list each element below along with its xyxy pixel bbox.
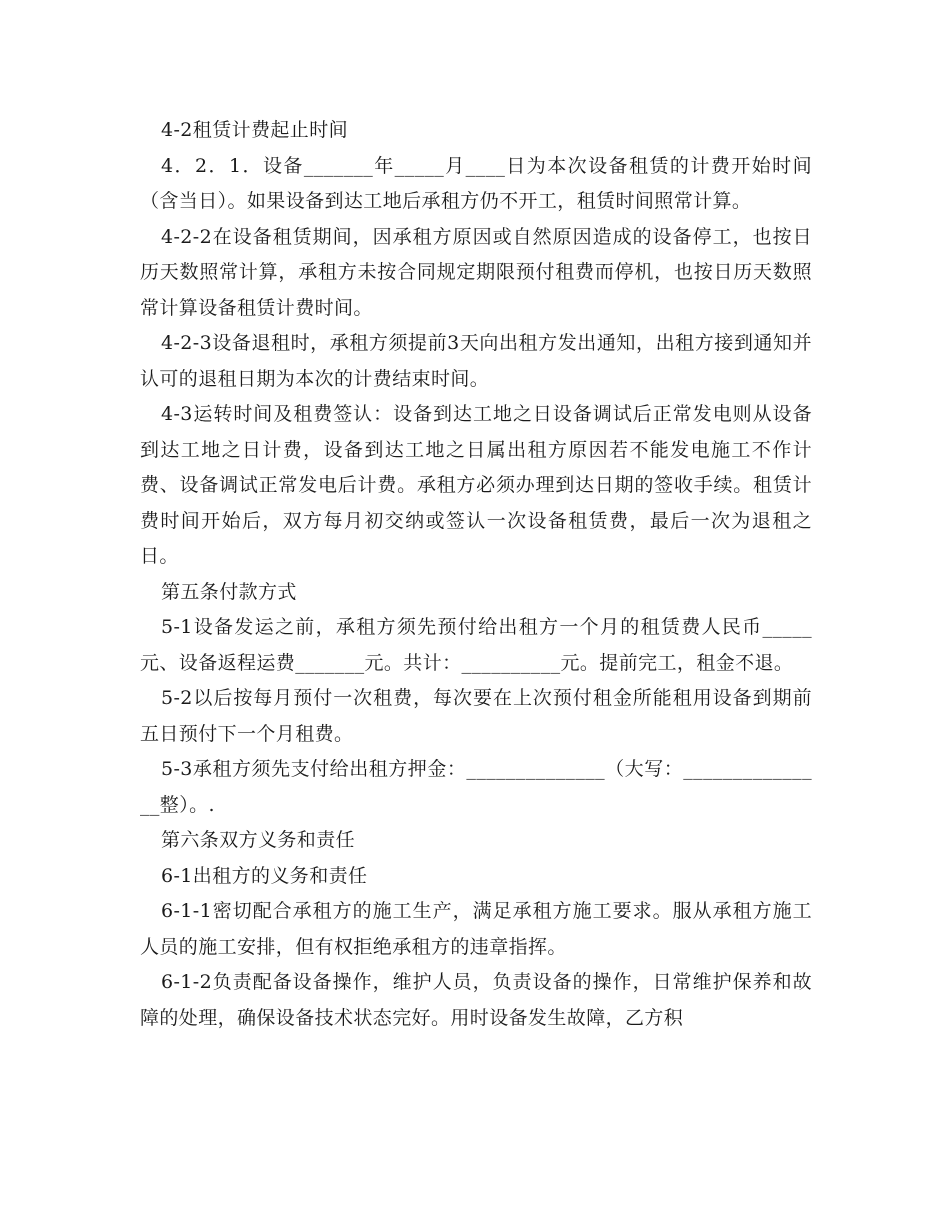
clause-4-3: 4-3运转时间及租费签认：设备到达工地之日设备调试后正常发电则从设备到达工地之日计费，设备到达工地之日属出租方原因若不能发电施工不作计费、设备调试正常发电后计费。承租方必须办理到达日期的签收手续。租赁计费时间开始后，双方每月初交纳或签认一次设备租赁费，最后一次为退租之日。 xyxy=(140,403,812,567)
clause-6-1-1: 6-1-1密切配合承租方的施工生产，满足承租方施工要求。服从承租方施工人员的施工安排，但有权拒绝承租方的违章指挥。 xyxy=(140,900,812,958)
section-heading-6-1: 6-1出租方的义务和责任 xyxy=(161,864,368,887)
clause-6-1-2: 6-1-2负责配备设备操作，维护人员，负责设备的操作，日常维护保养和故障的处理，确保设备技术状态完好。用时设备发生故障，乙方积 xyxy=(140,971,812,1029)
clause-5-3: 5-3承租方须先支付给出租方押金：______________（大写：_______________整）。. xyxy=(140,758,812,816)
clause-4-2-3: 4-2-3设备退租时，承租方须提前3天向出租方发出通知，出租方接到通知并认可的退租日期为本次的计费结束时间。 xyxy=(140,332,812,390)
clause-4-2-1: 4．2．1．设备_______年_____月____日为本次设备租赁的计费开始时间（含当日）。如果设备到达工地后承租方仍不开工，租赁时间照常计算。 xyxy=(140,154,812,212)
clause-5-2: 5-2以后按每月预付一次租费，每次要在上次预付租金所能租用设备到期前五日预付下一个月租费。 xyxy=(140,687,812,745)
article-6-heading: 第六条双方义务和责任 xyxy=(161,829,356,851)
clause-4-2-2: 4-2-2在设备租赁期间，因承租方原因或自然原因造成的设备停工，也按日历天数照常计算，承租方未按合同规定期限预付租费而停机，也按日历天数照常计算设备租赁计费时间。 xyxy=(140,225,812,319)
document-body xyxy=(140,113,812,1036)
article-5-heading: 第五条付款方式 xyxy=(161,580,297,603)
clause-5-1: 5-1设备发运之前，承租方须先预付给出租方一个月的租赁费人民币_____元、设备返程运费_______元。共计：__________元。提前完工，租金不退。 xyxy=(140,616,812,674)
section-heading-4-2: 4-2租赁计费起止时间 xyxy=(161,119,348,141)
